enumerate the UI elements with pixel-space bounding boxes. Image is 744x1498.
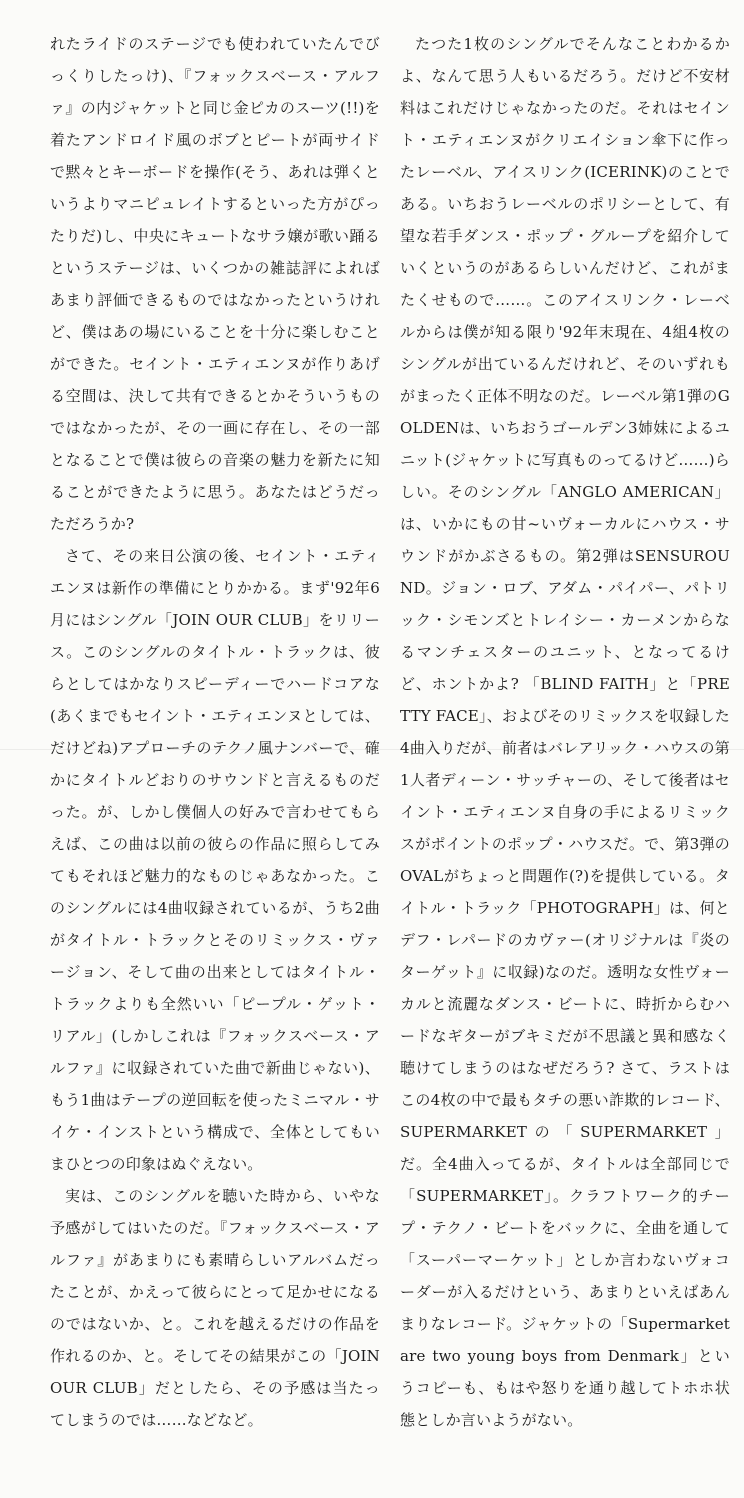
paragraph-premonition: 実は、このシングルを聴いた時から、いやな予感がしてはいたのだ。『フォックスベース・アルファ』があまりにも素晴らしいアルバムだったことが、かえって彼らにとって足かせになるのではないか、と。これを越えるだけの作品を作れるのか、と。そしてその結果がこの「JOIN OUR CLUB」だとしたら、その予感は当たってしまうのでは……などなど。: [50, 1187, 380, 1429]
paragraph-after-tour: さて、その来日公演の後、セイント・エティエンヌは新作の準備にとりかかる。まず'92年6月にはシングル「JOIN OUR CLUB」をリリース。このシングルのタイトル・トラックは、彼らとしてはかなりスピーディーでハードコアな(あくまでもセイント・エティエンヌとしては、だけどね)アプローチのテクノ風ナンバーで、確かにタイトルどおりのサウンドと言えるものだった。が、しかし僕個人の好みで言わせてもらえば、この曲は以前の彼らの作品に照らしてみてもそれほど魅力的なものじゃあなかった。このシングルには4曲収録されているが、うち2曲がタイトル・トラックとそのリミックス・ヴァージョン、そして曲の出来としてはタイトル・トラックよりも全然いい「ピープル・ゲット・リアル」(しかしこれは『フォックスベース・アルファ』に収録されていた曲で新曲じゃない)、もう1曲はテープの逆回転を使ったミニマル・サイケ・インストという構成で、全体としてもいまひとつの印象はぬぐえない。: [50, 547, 380, 1173]
paragraph-continued: れたライドのステージでも使われていたんでびっくりしたっけ)、『フォックスベース・アルファ』の内ジャケットと同じ金ピカのスーツ(!!)を着たアンドロイド風のボブとピートが両サイドで黙々とキーボードを操作(そう、あれは弾くというよりマニピュレイトするといった方がぴったりだ)し、中央にキュートなサラ嬢が歌い踊るというステージは、いくつかの雑誌評によればあまり評価できるものではなかったというけれど、僕はあの場にいることを十分に楽しむことができた。セイント・エティエンヌが作りあげる空間は、決して共有できるとかそういうものではなかったが、その一画に存在し、その一部となることで僕は彼らの音楽の魅力を新たに知ることができたように思う。あなたはどうだっただろうか?: [50, 35, 380, 533]
left-text-column: [50, 28, 380, 1436]
right-text-column: [400, 28, 730, 1436]
paragraph-icerink-label: たつた1枚のシングルでそんなことわかるかよ、なんて思う人もいるだろう。だけど不安材料はこれだけじゃなかったのだ。それはセイント・エティエンヌがクリエイション傘下に作ったレーベル、アイスリンク(ICERINK)のことである。いちおうレーベルのポリシーとして、有望な若手ダンス・ポップ・グループを紹介していくというのがあるらしいんだけど、これがまたくせもので……。このアイスリンク・レーベルからは僕が知る限り'92年末現在、4組4枚のシングルが出ているんだけれど、そのいずれもがまったく正体不明なのだ。レーベル第1弾のGOLDENは、いちおうゴールデン3姉妹によるユニット(ジャケットに写真ものってるけど……)らしい。そのシングル「ANGLO AMERICAN」は、いかにもの甘~いヴォーカルにハウス・サウンドがかぶさるもの。第2弾はSENSUROUND。ジョン・ロブ、アダム・パイパー、パトリック・シモンズとトレイシー・カーメンからなるマンチェスターのユニット、となってるけど、ホントかよ? 「BLIND FAITH」と「PRETTY FACE」、およびそのリミックスを収録した4曲入りだが、前者はバレアリック・ハウスの第1人者ディーン・サッチャーの、そして後者はセイント・エティエンヌ自身の手によるリミックスがポイントのポップ・ハウスだ。で、第3弾のOVALがちょっと問題作(?)を提供している。タイトル・トラック「PHOTOGRAPH」は、何とデフ・レパードのカヴァー(オリジナルは『炎のターゲット』に収録)なのだ。透明な女性ヴォーカルと流麗なダンス・ビートに、時折からむハードなギターがブキミだが不思議と異和感なく聴けてしまうのはなぜだろう? さて、ラストはこの4枚の中で最もタチの悪い詐欺的レコード、SUPERMARKETの「SUPERMARKET」だ。全4曲入ってるが、タイトルは全部同じで「SUPERMARKET」。クラフトワーク的チープ・テクノ・ビートをバックに、全曲を通して「スーパーマーケット」としか言わないヴォコーダーが入るだけという、あまりといえばあんまりなレコード。ジャケットの「Supermarket are two young boys from Denmark」というコピーも、もはや怒りを通り越してトホホ状態としか言いようがない。: [400, 35, 730, 1429]
